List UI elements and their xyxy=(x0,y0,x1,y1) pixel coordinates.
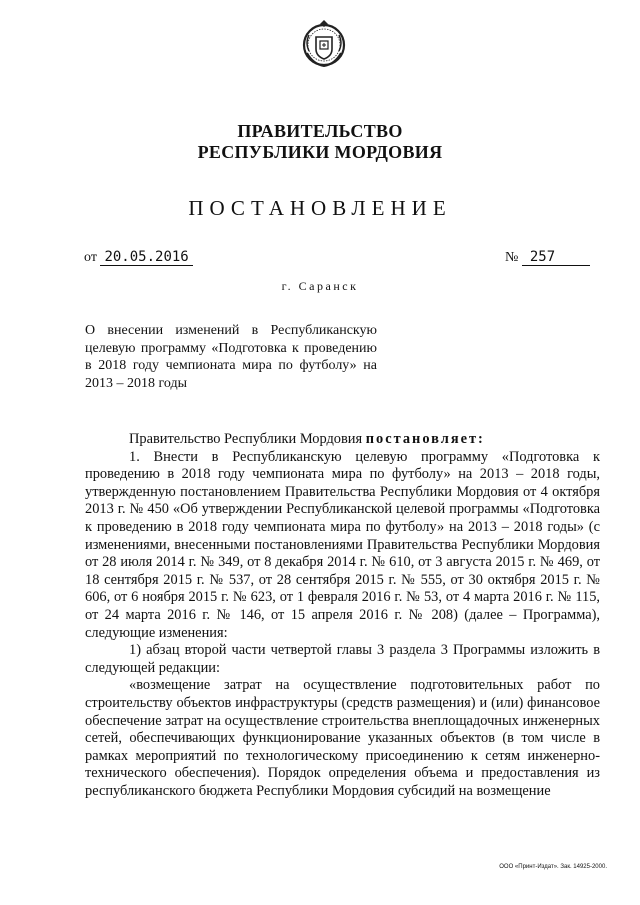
subpoint-1-paragraph: 1) абзац второй части четвертой главы 3 раздела 3 Программы изложить в следующей редакции: xyxy=(85,642,600,676)
government-title-line2: РЕСПУБЛИКИ МОРДОВИЯ xyxy=(197,142,443,162)
intro-text: Правительство Республики Мордовия xyxy=(129,431,366,447)
printer-footer: ООО «Принт-Издат». Зак. 14925-2000. xyxy=(499,864,607,870)
government-title-line1: ПРАВИТЕЛЬСТВО xyxy=(237,121,403,141)
decree-date xyxy=(84,249,193,266)
date-value: 20.05.2016 xyxy=(100,249,192,266)
decree-body xyxy=(85,431,600,800)
quoted-paragraph: «возмещение затрат на осуществление подготовительных работ по строительству объектов инфраструктуры (средств размещения) и (или) финансовое обеспечение затрат на осуществление строительства внеплощадочных инженерных сетей, обеспечивающих функционирование указанных объектов (в том числе в рамках мероприятий по технологическому присоединению к сетям инженерно-технического обеспечения). Порядок определения объема и предоставления из республиканского бюджета Республики Мордовия субсидий на возмещение xyxy=(85,677,600,799)
coat-of-arms-icon xyxy=(299,17,349,69)
point-1-paragraph: 1. Внести в Республиканскую целевую программу «Подготовка к проведению в 2018 году чемпионата мира по футболу» на 2013 – 2018 годы, утвержденную постановлением Правительства Республики Мордовия от 4 октября 2013 г. № 450 «Об утверждении Республиканской целевой программы «Подготовка к проведению в 2018 году чемпионата мира по футболу» на 2013 – 2018 годы» (с изменениями, внесенными постановлениями Правительства Республики Мордовия от 28 июля 2014 г. № 349, от 8 декабря 2014 г. № 610, от 3 августа 2015 г. № 469, от 18 сентября 2015 г. № 537, от 28 сентября 2015 г. № 555, от 30 октября 2015 г. № 606, от 6 ноября 2015 г. № 623, от 1 февраля 2016 г. № 53, от 4 марта 2016 г. № 115, от 24 марта 2016 г. № 146, от 15 апреля 2016 г. № 208) (далее – Программа), следующие изменения: xyxy=(85,448,600,641)
intro-keyword: постановляет: xyxy=(365,431,485,447)
number-prefix: № xyxy=(505,250,519,265)
date-prefix: от xyxy=(84,250,97,265)
decree-subject: О внесении изменений в Республиканскую целевую программу «Подготовка к проведению в 2018 году чемпионата мира по футболу» на 2013 – 2018 годы xyxy=(85,323,377,391)
number-value: 257 xyxy=(522,249,590,266)
decree-number xyxy=(505,249,590,266)
city-line: г. Саранск xyxy=(281,279,359,293)
document-type-title: ПОСТАНОВЛЕНИЕ xyxy=(188,196,452,220)
intro-paragraph xyxy=(85,431,600,449)
